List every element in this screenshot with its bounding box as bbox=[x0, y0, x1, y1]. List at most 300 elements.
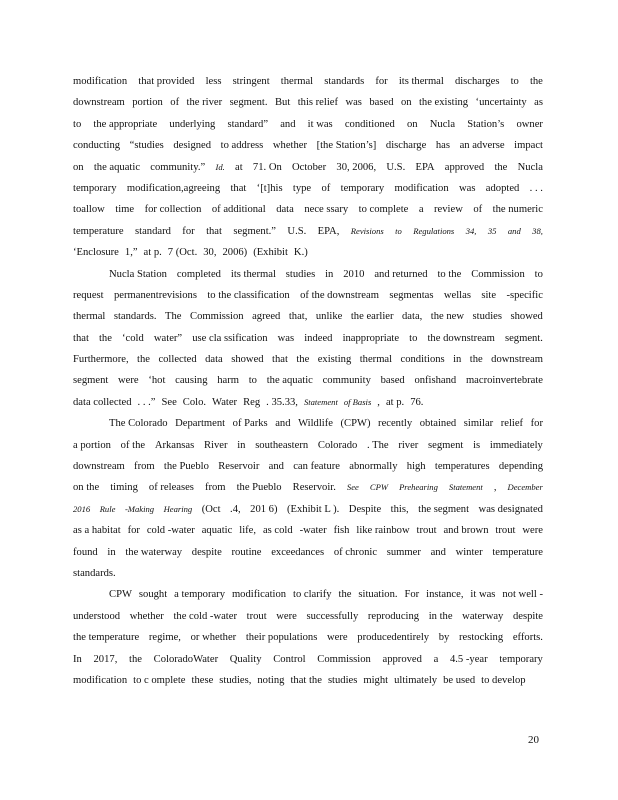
word: Hearing bbox=[163, 503, 193, 514]
word: Rule bbox=[99, 503, 116, 514]
word: 38, bbox=[532, 225, 543, 236]
word: The bbox=[165, 311, 182, 323]
word: in bbox=[237, 439, 246, 451]
word: Arkansas bbox=[154, 439, 195, 451]
word: to c omplete bbox=[133, 674, 186, 686]
word: conducting bbox=[73, 140, 121, 152]
word: relief bbox=[500, 418, 524, 430]
word: for bbox=[182, 225, 195, 237]
word: Colo. bbox=[182, 396, 207, 408]
word: less bbox=[205, 76, 222, 87]
word: in bbox=[453, 354, 462, 366]
word: in bbox=[107, 546, 116, 558]
word: October bbox=[292, 161, 327, 173]
word: has bbox=[435, 140, 450, 152]
word: Reservoir. bbox=[292, 482, 336, 494]
word: to bbox=[395, 225, 402, 236]
word: in the bbox=[428, 610, 453, 622]
word: the aquatic bbox=[266, 375, 313, 387]
word: studies, bbox=[219, 674, 252, 686]
word: permanentrevisions bbox=[113, 289, 197, 301]
word: adopted bbox=[485, 182, 520, 194]
word: of chronic bbox=[333, 546, 378, 558]
word: despite bbox=[512, 610, 543, 622]
word: [the Station’s] bbox=[316, 140, 377, 152]
word: collected bbox=[158, 354, 197, 366]
word: trout bbox=[416, 525, 437, 537]
word: producedentirely bbox=[357, 632, 430, 644]
word: and bbox=[507, 225, 521, 236]
word: (Oct bbox=[201, 503, 221, 515]
word: from bbox=[204, 482, 226, 494]
word: Colorado bbox=[317, 439, 358, 451]
word: In bbox=[73, 653, 82, 665]
word: to bbox=[534, 268, 543, 280]
word: the aquatic bbox=[93, 161, 141, 173]
word: is bbox=[473, 439, 481, 451]
word: was designated bbox=[478, 503, 543, 515]
word: Nucla bbox=[517, 161, 543, 173]
word: winter bbox=[455, 546, 483, 558]
word: based bbox=[380, 375, 405, 387]
word: Nucla bbox=[429, 118, 456, 130]
word: unlike bbox=[315, 311, 343, 323]
word: (Exhibit bbox=[253, 247, 288, 259]
word: as cold bbox=[262, 525, 293, 537]
word: water” bbox=[153, 332, 183, 344]
word: be used bbox=[443, 674, 476, 686]
word: (Exhibit L ). bbox=[287, 503, 340, 515]
text-line bbox=[73, 306, 543, 327]
word: temperature bbox=[492, 546, 543, 558]
word: at bbox=[235, 161, 243, 173]
word: reproducing bbox=[367, 610, 420, 622]
text-line bbox=[73, 670, 543, 691]
word: approved bbox=[382, 653, 422, 665]
text-line bbox=[73, 221, 543, 242]
paragraph bbox=[73, 584, 543, 691]
word: modification bbox=[231, 589, 287, 601]
word: thermal bbox=[359, 354, 393, 366]
word: Station’s bbox=[467, 118, 505, 130]
word: of Parks bbox=[232, 418, 268, 430]
text-line bbox=[73, 606, 543, 627]
word: and bbox=[275, 418, 291, 430]
word: segmentas bbox=[389, 289, 434, 301]
word: summer bbox=[386, 546, 421, 558]
word: successfully bbox=[306, 610, 359, 622]
word: standards bbox=[324, 76, 365, 87]
word: use cla ssification bbox=[192, 332, 268, 344]
word: were bbox=[522, 525, 543, 537]
word: K.) bbox=[293, 247, 308, 259]
word: the bbox=[98, 332, 112, 344]
word: the numeric bbox=[492, 204, 543, 216]
word: timing bbox=[110, 482, 138, 494]
word: for collection bbox=[144, 204, 202, 216]
word: indeed bbox=[304, 332, 333, 344]
word: 2016 bbox=[73, 503, 91, 514]
word: trout bbox=[495, 525, 516, 537]
word: that bbox=[230, 182, 247, 194]
word: of releases bbox=[148, 482, 194, 494]
word: Commission bbox=[471, 268, 525, 280]
word: and brown bbox=[443, 525, 489, 537]
word: depending bbox=[498, 461, 543, 473]
word: were bbox=[118, 375, 139, 387]
word: that, bbox=[288, 311, 308, 323]
word: as bbox=[534, 97, 543, 109]
text-line bbox=[73, 627, 543, 648]
word: downstream bbox=[491, 354, 543, 366]
word: aquatic bbox=[201, 525, 233, 537]
word: standard” bbox=[227, 118, 269, 130]
word: macroinvertebrate bbox=[465, 375, 543, 387]
word: the bbox=[129, 653, 142, 665]
text-line bbox=[73, 477, 543, 498]
word: studies bbox=[285, 268, 316, 280]
word: Statement bbox=[448, 482, 483, 493]
word: December bbox=[507, 482, 543, 493]
word: whether bbox=[272, 140, 307, 152]
word: Wildlife bbox=[298, 418, 333, 430]
word: a bbox=[418, 204, 424, 216]
word: river bbox=[398, 439, 419, 451]
word: the existing bbox=[418, 97, 469, 109]
paragraph bbox=[73, 71, 543, 264]
text-line bbox=[73, 157, 543, 178]
word: in bbox=[325, 268, 334, 280]
word: of Basis bbox=[343, 396, 372, 407]
word: conditions bbox=[400, 354, 445, 366]
word: 2006) bbox=[222, 247, 248, 259]
word: portion bbox=[132, 97, 163, 109]
word: type bbox=[292, 182, 312, 194]
word: thermal bbox=[280, 76, 314, 87]
text-line bbox=[73, 178, 543, 199]
word: and returned bbox=[374, 268, 428, 280]
word: the temperature bbox=[73, 632, 140, 644]
word: despite bbox=[191, 546, 222, 558]
word: were bbox=[276, 610, 297, 622]
word: of the bbox=[120, 439, 146, 451]
text-line bbox=[73, 242, 543, 263]
word: southeastern bbox=[255, 439, 309, 451]
word: this relief bbox=[297, 97, 339, 109]
text-line bbox=[73, 71, 543, 92]
text-line bbox=[73, 413, 543, 434]
word: Quality bbox=[229, 653, 262, 665]
word: inappropriate bbox=[342, 332, 400, 344]
word: ultimately bbox=[394, 674, 438, 686]
text-line bbox=[73, 135, 543, 156]
paragraph bbox=[73, 413, 543, 584]
word: Id. bbox=[215, 161, 225, 172]
word: data, bbox=[402, 311, 423, 323]
word: ‘uncertainty bbox=[475, 97, 527, 109]
word: 201 6) bbox=[250, 503, 278, 515]
word: standards. bbox=[113, 311, 157, 323]
word: recently bbox=[378, 418, 413, 430]
word: temporary bbox=[73, 182, 117, 194]
word: the new bbox=[430, 311, 465, 323]
word: the downstream bbox=[427, 332, 495, 344]
word: to clarify bbox=[293, 589, 332, 601]
word: impact bbox=[514, 140, 543, 152]
word: instance, bbox=[426, 589, 464, 601]
word: the segment bbox=[418, 503, 470, 515]
word: 30, bbox=[203, 247, 217, 259]
word: toallow bbox=[73, 204, 105, 216]
word: that bbox=[206, 225, 222, 237]
word: whether bbox=[129, 610, 164, 622]
word: on bbox=[73, 161, 84, 173]
word: -water bbox=[299, 525, 327, 537]
text-line bbox=[73, 520, 543, 541]
word: abnormally bbox=[349, 461, 398, 473]
word: harm bbox=[217, 375, 240, 387]
word: downstream bbox=[73, 461, 125, 473]
word: routine bbox=[231, 546, 262, 558]
word: designed bbox=[173, 140, 212, 152]
word: Despite bbox=[348, 503, 382, 515]
word: it was bbox=[307, 118, 333, 130]
text-line bbox=[73, 370, 543, 391]
word: data bbox=[276, 204, 294, 216]
word: on the bbox=[73, 482, 100, 494]
text-line bbox=[73, 563, 543, 584]
word: 7 (Oct. bbox=[167, 247, 198, 259]
word: understood bbox=[73, 610, 121, 622]
word: an adverse bbox=[459, 140, 505, 152]
word: . The bbox=[367, 439, 389, 451]
word: standards. bbox=[73, 567, 116, 579]
word: to bbox=[73, 118, 82, 130]
word: segment. bbox=[229, 97, 268, 109]
word: Nucla Station bbox=[109, 268, 167, 280]
text-line bbox=[73, 92, 543, 113]
text-line bbox=[73, 392, 543, 413]
word: its thermal bbox=[230, 268, 276, 280]
word: conditioned bbox=[344, 118, 395, 130]
word: segment.” bbox=[233, 225, 277, 237]
word: showed bbox=[231, 354, 264, 366]
word: studies bbox=[472, 311, 502, 323]
word: life, bbox=[239, 525, 257, 537]
word: the waterway bbox=[125, 546, 183, 558]
word: onfishand bbox=[414, 375, 457, 387]
text-line bbox=[73, 456, 543, 477]
word: found bbox=[73, 546, 98, 558]
word: by bbox=[438, 632, 450, 644]
word: that bbox=[73, 332, 89, 344]
word: restocking bbox=[459, 632, 504, 644]
word: the bbox=[338, 589, 352, 601]
page-number: 20 bbox=[528, 734, 539, 746]
word: segment bbox=[73, 375, 109, 387]
word: were bbox=[327, 632, 348, 644]
word: Revisions bbox=[350, 225, 384, 236]
word: For bbox=[404, 589, 420, 601]
word: regime, bbox=[148, 632, 181, 644]
word: standard bbox=[135, 225, 171, 237]
word: 76. bbox=[410, 396, 424, 408]
word: that provided bbox=[138, 76, 195, 87]
word: Statement bbox=[303, 396, 338, 407]
word: Commission bbox=[190, 311, 244, 323]
word: its thermal bbox=[398, 76, 444, 87]
word: for bbox=[375, 76, 388, 87]
word: for bbox=[127, 525, 140, 537]
word: the bbox=[469, 354, 483, 366]
word: and bbox=[268, 461, 284, 473]
text-line bbox=[73, 199, 543, 220]
word: . . .” bbox=[137, 396, 156, 408]
word: request bbox=[73, 289, 104, 301]
word: the bbox=[296, 354, 310, 366]
word: downstream bbox=[73, 97, 125, 109]
word: modification bbox=[394, 182, 449, 194]
word: a temporary bbox=[174, 589, 225, 601]
word: 4.5 -year bbox=[449, 653, 488, 665]
word: modification bbox=[73, 76, 128, 87]
word: community bbox=[322, 375, 371, 387]
word: cold -water bbox=[146, 525, 195, 537]
word: site bbox=[481, 289, 497, 301]
word: like rainbow bbox=[356, 525, 410, 537]
paragraph bbox=[73, 264, 543, 414]
word: trout bbox=[246, 610, 267, 622]
word: noting bbox=[257, 674, 285, 686]
word: The Colorado bbox=[109, 418, 168, 430]
word: Control bbox=[273, 653, 306, 665]
word: Furthermore, bbox=[73, 354, 129, 366]
text-line bbox=[73, 649, 543, 670]
word: owner bbox=[516, 118, 543, 130]
word: based bbox=[369, 97, 394, 109]
word: the Pueblo bbox=[163, 461, 209, 473]
word: Commission bbox=[317, 653, 371, 665]
word: 1,” bbox=[124, 247, 138, 259]
word: exceedances bbox=[271, 546, 325, 558]
word: Reservoir bbox=[218, 461, 260, 473]
word: modification,agreeing bbox=[126, 182, 221, 194]
word: , bbox=[377, 396, 380, 408]
word: , bbox=[493, 482, 497, 494]
word: Prehearing bbox=[399, 482, 438, 493]
text-line bbox=[73, 349, 543, 370]
word: EPA, bbox=[317, 225, 340, 237]
word: fish bbox=[333, 525, 350, 537]
word: to the bbox=[437, 268, 462, 280]
word: the river bbox=[186, 97, 223, 109]
word: U.S. bbox=[287, 225, 307, 237]
word: temperature bbox=[73, 225, 124, 237]
word: of bbox=[321, 182, 331, 194]
word: to address bbox=[220, 140, 264, 152]
word: 30, 2006, bbox=[336, 161, 377, 173]
word: was bbox=[458, 182, 476, 194]
word: .4, bbox=[230, 503, 241, 515]
word: agreed bbox=[252, 311, 281, 323]
text-line bbox=[73, 114, 543, 135]
word: ‘Enclosure bbox=[73, 247, 119, 259]
word: -Making bbox=[124, 503, 155, 514]
word: that the bbox=[290, 674, 322, 686]
word: . 35.33, bbox=[266, 396, 298, 408]
word: and bbox=[430, 546, 446, 558]
word: 2010 bbox=[343, 268, 365, 280]
word: U.S. bbox=[386, 161, 406, 173]
word: efforts. bbox=[512, 632, 543, 644]
word: studies bbox=[327, 674, 358, 686]
word: segment. bbox=[504, 332, 543, 344]
text-line bbox=[73, 435, 543, 456]
text-line bbox=[73, 584, 543, 605]
text-line bbox=[73, 328, 543, 349]
word: Reg bbox=[243, 396, 261, 408]
text-line bbox=[73, 264, 543, 285]
word: (CPW) bbox=[340, 418, 371, 430]
word: 35 bbox=[487, 225, 497, 236]
word: the earlier bbox=[350, 311, 394, 323]
word: the bbox=[137, 354, 150, 366]
word: not well - bbox=[502, 589, 543, 601]
word: might bbox=[363, 674, 389, 686]
word: EPA bbox=[415, 161, 435, 173]
word: it was bbox=[470, 589, 496, 601]
word: wellas bbox=[443, 289, 471, 301]
word: existing bbox=[317, 354, 352, 366]
word: and bbox=[280, 118, 296, 130]
word: Department bbox=[175, 418, 226, 430]
word: thermal bbox=[73, 311, 106, 323]
word: of bbox=[170, 97, 180, 109]
word: on bbox=[407, 118, 418, 130]
word: -specific bbox=[506, 289, 543, 301]
word: as a habitat bbox=[73, 525, 121, 537]
word: But bbox=[274, 97, 291, 109]
word: at p. bbox=[143, 247, 162, 259]
word: this, bbox=[390, 503, 409, 515]
word: of additional bbox=[211, 204, 266, 216]
word: “studies bbox=[129, 140, 164, 152]
word: was bbox=[345, 97, 362, 109]
word: time bbox=[115, 204, 135, 216]
word: can feature bbox=[293, 461, 340, 473]
word: temporary bbox=[499, 653, 543, 665]
word: River bbox=[203, 439, 228, 451]
word: the cold -water bbox=[173, 610, 237, 622]
text-line bbox=[73, 542, 543, 563]
word: . . . bbox=[529, 182, 543, 194]
word: See bbox=[161, 396, 177, 408]
word: on bbox=[400, 97, 412, 109]
word: to bbox=[409, 332, 418, 344]
word: See bbox=[346, 482, 359, 493]
word: 71. On bbox=[252, 161, 282, 173]
word: the appropriate bbox=[93, 118, 158, 130]
word: data bbox=[205, 354, 223, 366]
word: at p. bbox=[385, 396, 405, 408]
word: of the downstream bbox=[300, 289, 379, 301]
word: nece ssary bbox=[304, 204, 349, 216]
word: temporary bbox=[340, 182, 385, 194]
word: for bbox=[530, 418, 543, 430]
word: temperatures bbox=[434, 461, 490, 473]
word: a portion bbox=[73, 439, 111, 451]
text-line bbox=[73, 499, 543, 520]
